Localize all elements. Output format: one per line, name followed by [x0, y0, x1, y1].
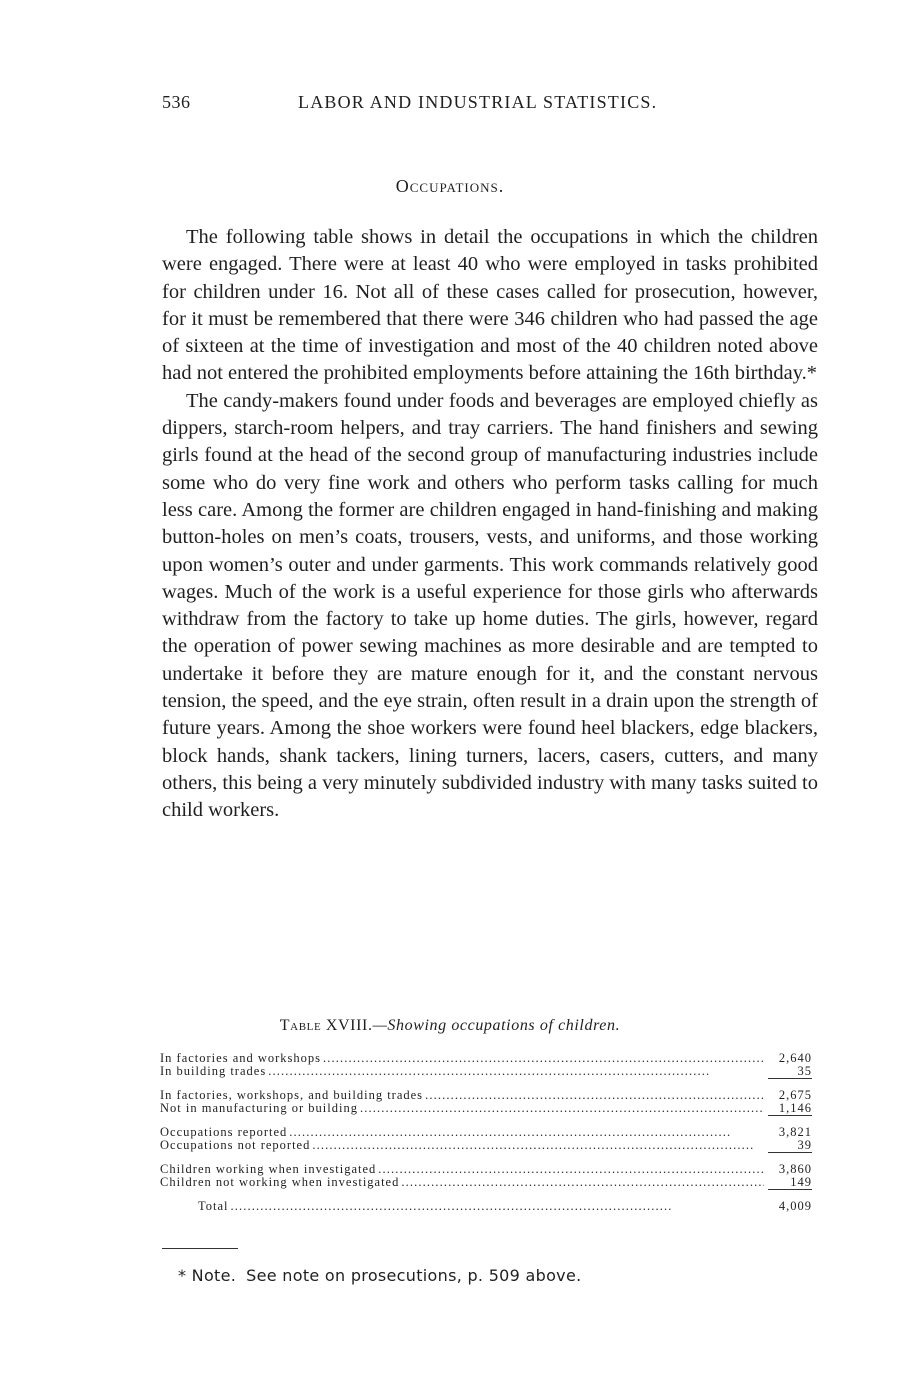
dot-leader: [401, 1176, 764, 1189]
table-caption-description: —Showing occupations of children.: [372, 1017, 621, 1034]
dot-leader: [425, 1089, 764, 1102]
row-label: Children working when investigated: [160, 1162, 377, 1176]
paragraph: The candy-makers found under foods and beverages are employed chiefly as dippers, starch-room helpers, and tray carriers. The hand finishers and sewing girls found at the head of the second group of manufacturing industries include some who do very fine work and others who perform tasks calling for much less care. Among the former are children engaged in hand-finishing and making button-holes on men’s coats, trousers, vests, and uniforms, and those working upon women’s outer and under garments. This work commands relatively good wages. Much of the work is a useful experience for those girls who afterwards withdraw from the factory to take up home duties. The girls, however, regard the operation of power sewing machines as more desirable and are tempted to undertake it before they are mature enough for it, and the constant nervous tension, the speed, and the eye strain, often result in a drain upon the strength of future years. Among the shoe workers were found heel blackers, edge blackers, block hands, shank tackers, lining turners, lacers, casers, cutters, and many others, this being a very minutely subdivided industry with many tasks suited to child workers.: [162, 389, 818, 822]
dot-leader: [323, 1052, 764, 1065]
dot-leader: [360, 1102, 764, 1115]
dot-leader: [312, 1139, 764, 1152]
occupations-table: [160, 1052, 812, 1213]
table-group: [160, 1126, 812, 1152]
row-value: 2,675: [778, 1088, 812, 1102]
total-label: Total: [198, 1199, 229, 1213]
row-label: Occupations reported: [160, 1125, 288, 1139]
dot-leader: [289, 1126, 764, 1139]
table-group: [160, 1052, 812, 1078]
row-label: In factories and workshops: [160, 1051, 322, 1065]
table-caption: [0, 1017, 900, 1035]
row-value: 3,860: [778, 1162, 812, 1176]
footnote: [178, 1266, 591, 1285]
table-caption-label: Table XVIII.: [279, 1017, 373, 1034]
body-text: [162, 224, 818, 825]
row-value: 35: [768, 1065, 812, 1079]
row-label: Not in manufacturing or building: [160, 1101, 358, 1115]
row-label: In building trades: [160, 1064, 267, 1078]
dot-leader: [268, 1065, 764, 1078]
row-value: 39: [768, 1139, 812, 1153]
section-heading: Occupations.: [395, 176, 505, 196]
table-group: [160, 1089, 812, 1115]
table-row: [160, 1102, 812, 1115]
row-label: In factories, workshops, and building trades: [160, 1088, 424, 1102]
dot-leader: [378, 1163, 764, 1176]
total-value: 4,009: [778, 1199, 812, 1213]
footnote-marker: * Note.: [178, 1266, 237, 1285]
running-title: LABOR AND INDUSTRIAL STATISTICS.: [298, 92, 658, 112]
table-row: [160, 1139, 812, 1152]
table-row: [160, 1176, 812, 1189]
running-head: [162, 92, 818, 114]
row-value: 3,821: [778, 1125, 812, 1139]
paragraph: The following table shows in detail the occupations in which the children were engaged. There were at least 40 who were employed in tasks prohibited for children under 16. Not all of these cases called for prosecution, however, for it must be remembered that there were 346 children who had passed the age of sixteen at the time of investigation and most of the 40 children noted above had not entered the prohibited employments before attaining the 16th birthday.*: [162, 226, 818, 385]
row-value: 1,146: [768, 1102, 812, 1116]
footnote-text: See note on prosecutions, p. 509 above.: [246, 1266, 582, 1285]
table-total-row: [160, 1200, 812, 1213]
table-group: [160, 1163, 812, 1189]
footnote-rule: [162, 1248, 238, 1249]
row-label: Children not working when investigated: [160, 1175, 400, 1189]
page-number: 536: [162, 92, 191, 112]
dot-leader: [231, 1200, 764, 1213]
table-row: [160, 1065, 812, 1078]
row-label: Occupations not reported: [160, 1138, 311, 1152]
row-value: 149: [768, 1176, 812, 1190]
row-value: 2,640: [778, 1051, 812, 1065]
